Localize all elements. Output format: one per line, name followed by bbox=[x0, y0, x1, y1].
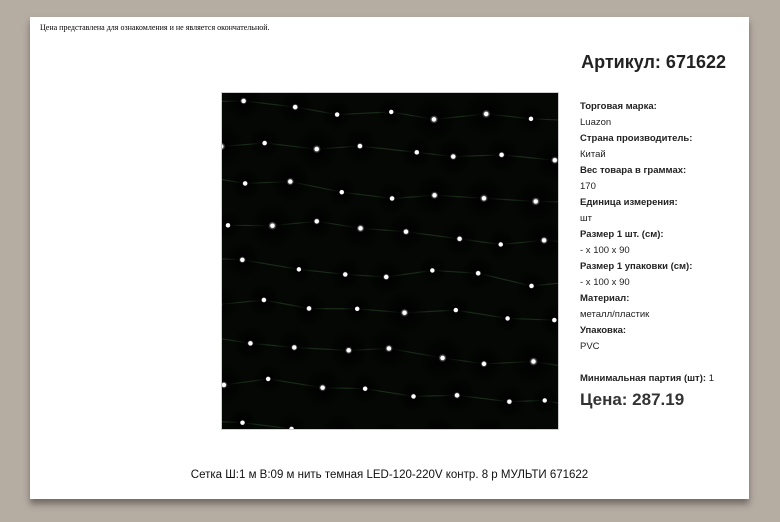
led-bulb bbox=[343, 272, 347, 276]
spec-label: Размер 1 шт. (см): bbox=[580, 229, 664, 240]
product-sheet bbox=[30, 17, 749, 499]
spec-item bbox=[580, 99, 740, 131]
led-bulb bbox=[358, 144, 362, 148]
led-bulb bbox=[241, 99, 245, 103]
led-bulb bbox=[335, 112, 339, 116]
spec-item bbox=[580, 131, 740, 163]
product-title: Сетка Ш:1 м В:09 м нить темная LED-120-220V контр. 8 р МУЛЬТИ 671622 bbox=[190, 469, 589, 481]
led-bulb bbox=[529, 284, 533, 288]
led-bulb bbox=[499, 242, 503, 246]
spec-value: Китай bbox=[580, 149, 606, 160]
spec-value: PVC bbox=[580, 341, 600, 352]
spec-label: Торговая марка: bbox=[580, 101, 657, 112]
led-bulb bbox=[552, 318, 556, 322]
led-bulb bbox=[390, 196, 394, 200]
led-bulb bbox=[262, 141, 266, 145]
led-bulb bbox=[320, 385, 324, 389]
spec-value: 170 bbox=[580, 181, 596, 192]
spec-value: шт bbox=[580, 213, 592, 224]
led-bulb bbox=[482, 362, 486, 366]
led-bulb bbox=[430, 268, 434, 272]
spec-value: - x 100 x 90 bbox=[580, 277, 630, 288]
spec-item bbox=[580, 323, 740, 355]
led-bulb bbox=[266, 377, 270, 381]
led-bulb bbox=[476, 271, 480, 275]
led-bulb bbox=[454, 308, 458, 312]
spec-value: Luazon bbox=[580, 117, 612, 128]
spec-list bbox=[580, 99, 740, 355]
led-bulb bbox=[432, 193, 436, 197]
led-bulb bbox=[297, 267, 301, 271]
led-bulb bbox=[270, 223, 274, 227]
led-bulb bbox=[307, 306, 311, 310]
led-bulb bbox=[432, 117, 436, 121]
spec-label: Материал: bbox=[580, 293, 630, 304]
spec-value: - x 100 x 90 bbox=[580, 245, 630, 256]
article-number: Артикул: 671622 bbox=[581, 52, 726, 72]
led-bulb bbox=[529, 117, 533, 121]
led-bulb bbox=[226, 223, 230, 227]
led-bulb bbox=[531, 359, 535, 363]
led-bulb bbox=[384, 275, 388, 279]
spec-value: металл/пластик bbox=[580, 309, 650, 320]
price: Цена: 287.19 bbox=[580, 390, 685, 409]
led-bulb bbox=[553, 158, 557, 162]
led-bulb bbox=[457, 237, 461, 241]
led-bulb bbox=[402, 311, 406, 315]
spec-item bbox=[580, 163, 740, 195]
led-bulb bbox=[411, 394, 415, 398]
spec-label: Единица измерения: bbox=[580, 197, 678, 208]
led-bulb bbox=[243, 181, 247, 185]
led-bulb bbox=[389, 110, 393, 114]
led-bulb bbox=[346, 348, 350, 352]
led-bulb bbox=[248, 341, 252, 345]
led-bulb bbox=[542, 238, 546, 242]
spec-label: Упаковка: bbox=[580, 325, 627, 336]
led-bulb bbox=[358, 226, 362, 230]
min-lot-value: 1 bbox=[708, 373, 714, 384]
led-bulb bbox=[499, 153, 503, 157]
led-bulb bbox=[455, 393, 459, 397]
led-bulb bbox=[288, 179, 292, 183]
spec-item bbox=[580, 291, 740, 323]
product-photo bbox=[221, 92, 559, 430]
led-net-image bbox=[222, 93, 558, 429]
price-disclaimer: Цена представлена для ознакомления и не является окончательной. bbox=[40, 23, 270, 32]
spec-item bbox=[580, 227, 740, 259]
min-lot bbox=[580, 373, 714, 384]
spec-label: Вес товара в граммах: bbox=[580, 165, 687, 176]
led-bulb bbox=[451, 154, 455, 158]
led-bulb bbox=[240, 420, 244, 424]
led-bulb bbox=[293, 105, 297, 109]
spec-item bbox=[580, 259, 740, 291]
led-bulb bbox=[404, 230, 408, 234]
led-bulb bbox=[543, 398, 547, 402]
led-bulb bbox=[355, 307, 359, 311]
led-bulb bbox=[240, 258, 244, 262]
led-bulb bbox=[315, 147, 319, 151]
led-bulb bbox=[363, 386, 367, 390]
led-bulb bbox=[315, 219, 319, 223]
led-bulb bbox=[262, 298, 266, 302]
led-bulb bbox=[482, 196, 486, 200]
spec-item bbox=[580, 195, 740, 227]
led-bulb bbox=[440, 356, 444, 360]
led-bulb bbox=[387, 346, 391, 350]
led-bulb bbox=[484, 112, 488, 116]
led-bulb bbox=[534, 199, 538, 203]
led-bulb bbox=[415, 150, 419, 154]
led-bulb bbox=[505, 316, 509, 320]
min-lot-label: Минимальная партия (шт): bbox=[580, 373, 707, 384]
led-bulb bbox=[340, 190, 344, 194]
spec-label: Страна производитель: bbox=[580, 133, 693, 144]
led-bulb bbox=[292, 345, 296, 349]
led-bulb bbox=[507, 399, 511, 403]
spec-label: Размер 1 упаковки (см): bbox=[580, 261, 693, 272]
